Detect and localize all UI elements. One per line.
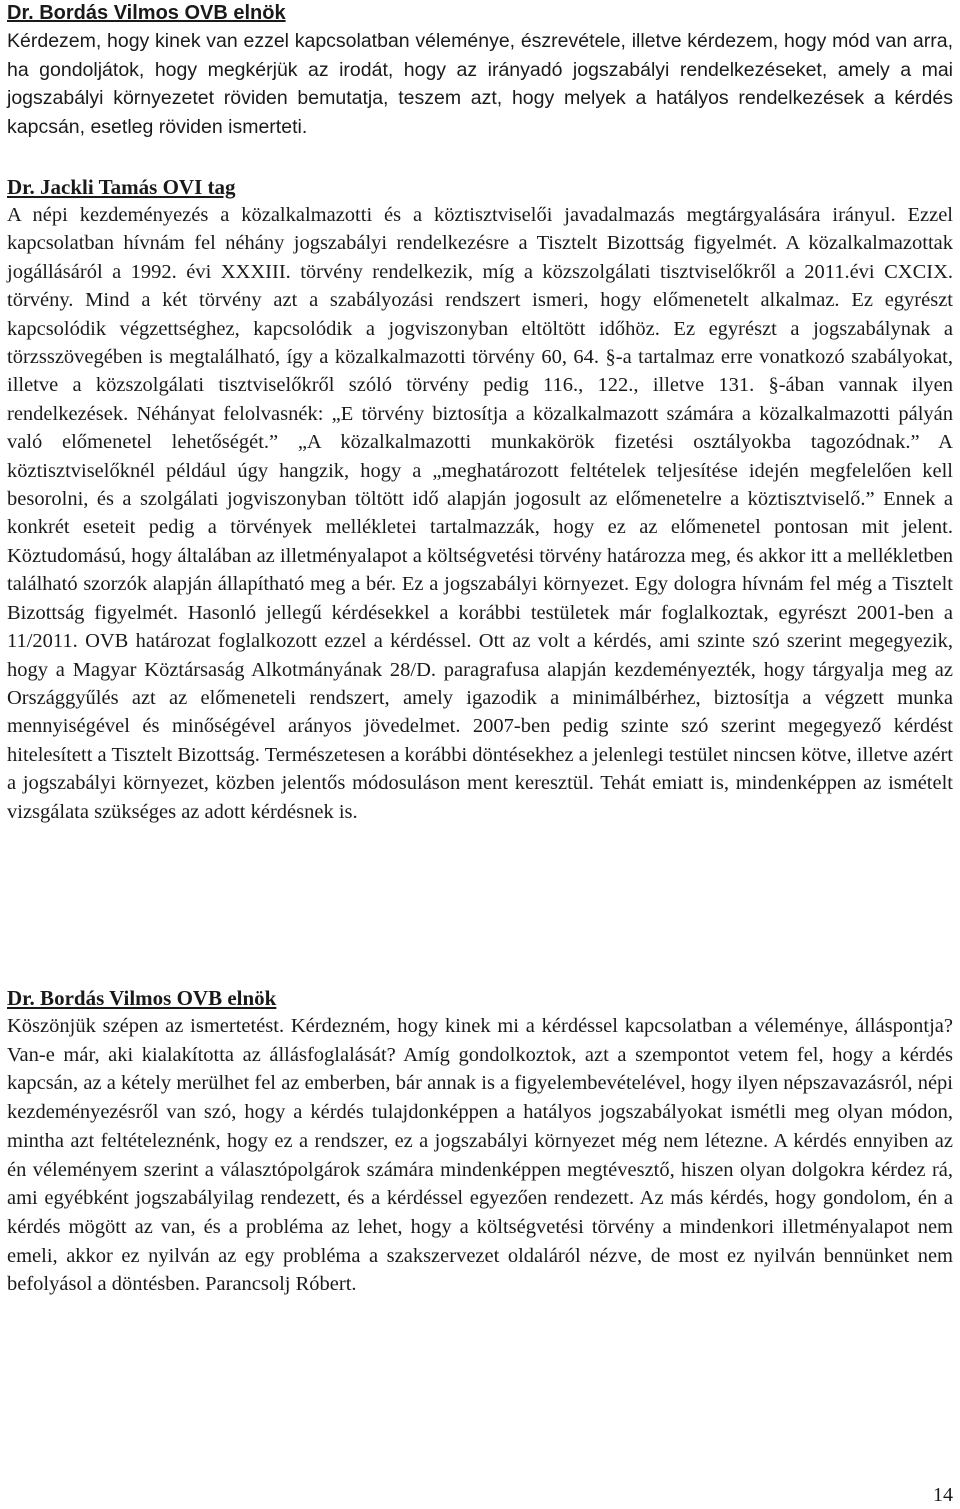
- speaker-name: Dr. Bordás Vilmos OVB elnök: [7, 2, 286, 24]
- speaker-block-1: [7, 0, 953, 141]
- speaker-name: Dr. Bordás Vilmos OVB elnök: [7, 986, 277, 1010]
- speech-paragraph: A népi kezdeményezés a közalkalmazotti és a köztisztviselői javadalmazás megtárgyalására irányul. Ezzel kapcsolatban hívnám fel néhány jogszabályi rendelkezésre a Tisztelt Bizottság figyelmét. A közalkalmazottak jogállásáról a 1992. évi XXXIII. törvény rendelkezik, míg a közszolgálati tisztviselőkről a 2011.évi CXCIX. törvény. Mind a két törvény azt a szabályozási rendszert ismeri, hogy előmenetelt alkalmaz. Ez egyrészt kapcsolódik végzettséghez, kapcsolódik a jogviszonyban eltöltött időhöz. Ez egyrészt a jogszabálynak a törzsszövegében is megtalálható, így a közalkalmazotti törvény 60, 64. §-a tartalmaz erre vonatkozó szabályokat, illetve a közszolgálati tisztviselőkről szóló törvény pedig 116., 122., illetve 131. §-ában vannak ilyen rendelkezések. Néhányat felolvasnék: „E törvény biztosítja a közalkalmazott számára a közalkalmazotti pályán való előmenetel lehetőségét.” „A közalkalmazotti munkakörök fizetési osztályokba tagozódnak.” A köztisztviselőknél például úgy hangzik, hogy a „meghatározott feltételek teljesítése idején megfelelően kell besorolni, és a szolgálati jogviszonyban töltött idő alapján jogosult az előmenetelre a köztisztviselő.” Ennek a konkrét eseteit pedig a törvények mellékletei tartalmazzák, hogy ez az előmenetel pontosan mit jelent. Köztudomású, hogy általában az illetményalapot a költségvetési törvény határozza meg, és akkor itt a mellékletben található szorzók alapján állapítható meg a bér. Ez a jogszabályi környezet. Egy dologra hívnám fel még a Tisztelt Bizottság figyelmét. Hasonló jellegű kérdésekkel a korábbi testületek már foglalkoztak, egyrészt 2001-ben a 11/2011. OVB határozat foglalkozott ezzel a kérdéssel. Ott az volt a kérdés, ami szinte szó szerint megegyezik, hogy a Magyar Köztársaság Alkotmányának 28/D. paragrafusa alapján kezdeményezték, hogy tárgyalja meg az Országgyűlés azt az előmeneteli rendszert, amely igazodik a minimálbérhez, biztosítja a végzett munka mennyiségével és minőségével arányos jövedelmet. 2007-ben pedig szinte szó szerint megegyező kérdést hitelesített a Tisztelt Bizottság. Természetesen a korábbi döntésekhez a jelenlegi testület nincsen kötve, illetve azért a jogszabályi környezet, közben jelentős módosuláson ment keresztül. Tehát emiatt is, mindenképpen az ismételt vizsgálata szükséges az adott kérdésnek is.: [7, 204, 953, 823]
- page-number: 14: [933, 1484, 953, 1506]
- speech-paragraph: Kérdezem, hogy kinek van ezzel kapcsolatban véleménye, észrevétele, illetve kérdezem, hogy mód van arra, ha gondoljátok, hogy megkérjük az irodát, hogy az irányadó jogszabályi rendelkezéseket, amely a mai jogszabályi környezetet röviden bemutatja, teszem azt, hogy melyek a hatályos rendelkezések a kérdés kapcsán, esetleg röviden ismerteti.: [7, 30, 953, 138]
- speaker-block-2: [7, 174, 953, 826]
- speaker-block-3: [7, 985, 953, 1299]
- speech-paragraph: Köszönjük szépen az ismertetést. Kérdezném, hogy kinek mi a kérdéssel kapcsolatban a véleménye, álláspontja? Van-e már, aki kialakította az állásfoglalását? Amíg gondolkoztok, azt a szempontot vetem fel, hogy a kérdés kapcsán, az a kétely merülhet fel az emberben, bár annak is a figyelembevételével, hogy ilyen népszavazásról, népi kezdeményezésről van szó, hogy a kérdés tulajdonképpen a hatályos jogszabályokat ismétli meg olyan módon, mintha azt feltételeznénk, hogy ez a rendszer, ez a jogszabályi környezet még nem létezne. A kérdés ennyiben az én véleményem szerint a választópolgárok számára mindenképpen megtévesztő, hiszen olyan dolgokra kérdez rá, ami egyébként jogszabályilag rendezett, és a kérdéssel egyezően rendezett. Az más kérdés, hogy gondolom, én a kérdés mögött az van, és a probléma az lehet, hogy a költségvetési törvény a mindenkori illetményalapot nem emeli, akkor ez nyilván az egy probléma a szakszervezet oldaláról nézve, de most ez nyilván bennünket nem befolyásol a döntésben. Parancsolj Róbert.: [7, 1015, 953, 1296]
- speaker-name: Dr. Jackli Tamás OVI tag: [7, 175, 236, 199]
